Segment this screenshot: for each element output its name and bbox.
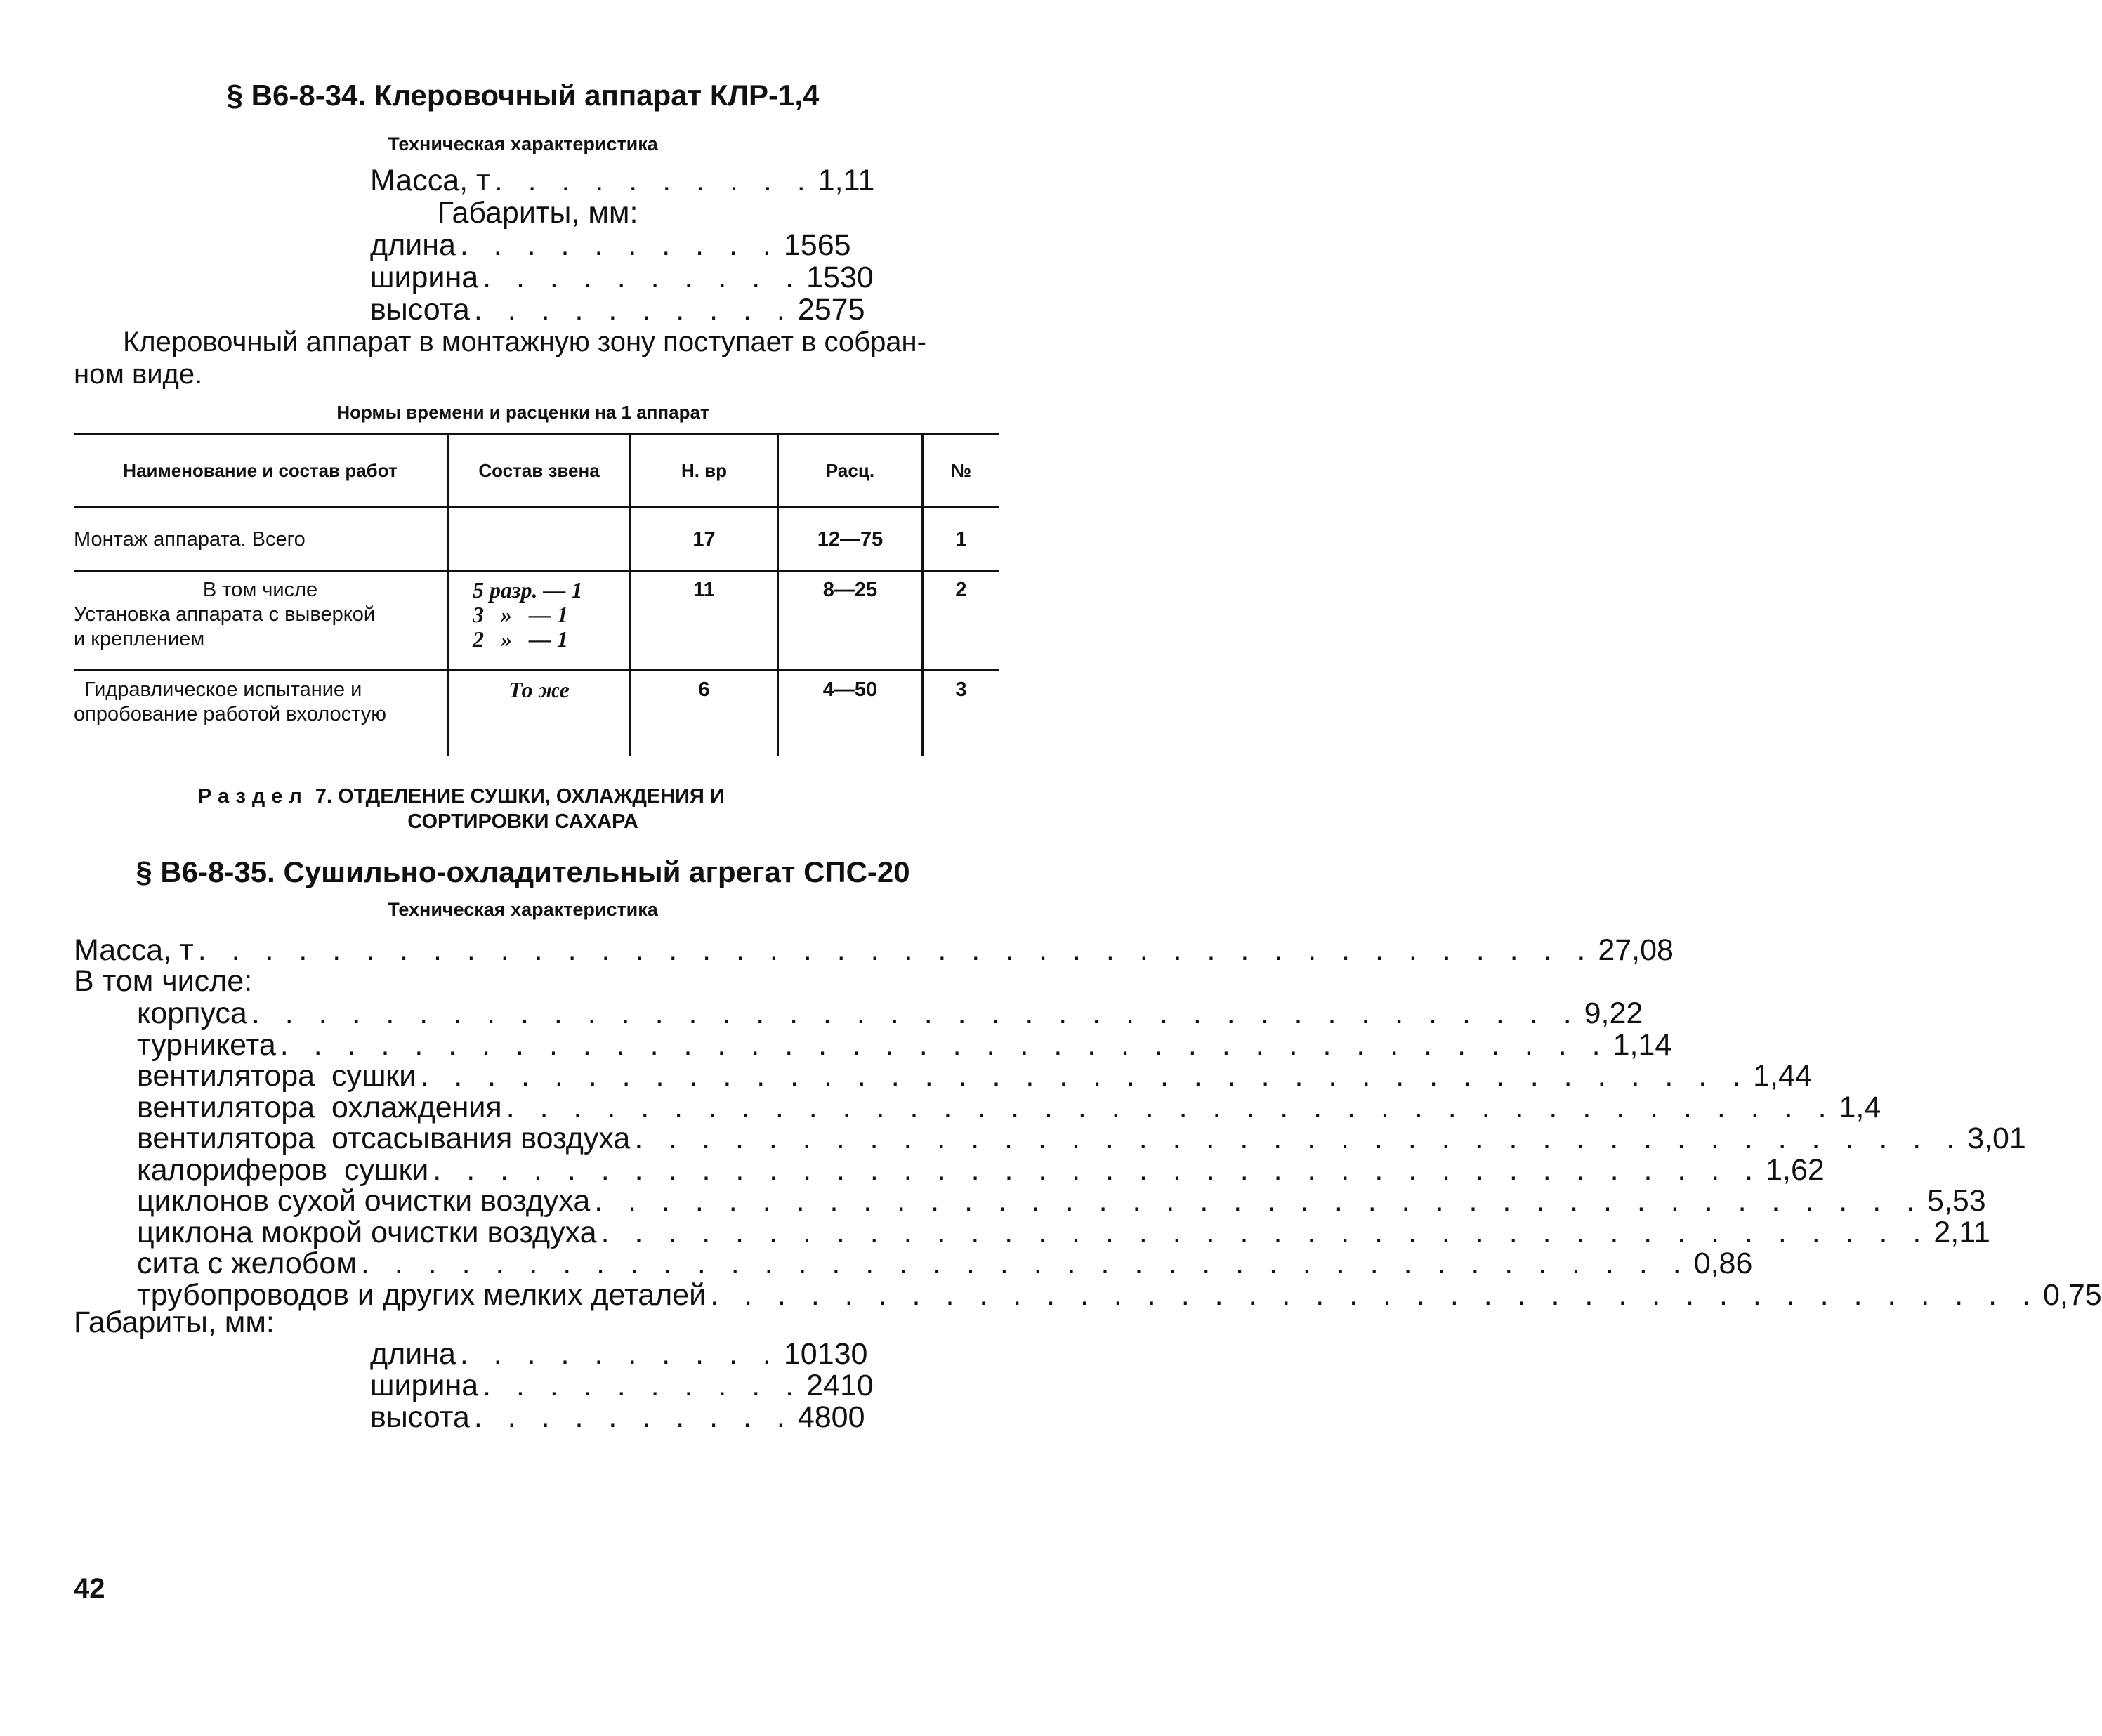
table-cell-work: Гидравлическое испытание и [84,678,362,701]
component-label: вентилятора сушки [137,1059,416,1093]
table-cell-norm: 11 [693,579,715,601]
leader-dots: . . . . . . . . . . [482,1369,803,1402]
leader-dots: . . . . . . . . . . . . . . . . . . . . . . . . . . . . . . . . . . . . . . . . [420,1059,1749,1093]
chapter-heading-line-1 [198,785,725,808]
table-cell-work: и креплением [74,628,205,650]
table-header-crew: Состав звена [478,460,600,481]
component-mass-row [137,1059,1812,1093]
component-value: 3,01 [1967,1122,2026,1155]
spec-label: Масса, т [370,164,490,197]
chapter-title: 7. ОТДЕЛЕНИЕ СУШКИ, ОХЛАЖДЕНИЯ И [315,785,725,808]
table-cell-crew: 2 » — 1 [473,626,568,652]
component-value: 9,22 [1584,997,1643,1030]
component-value: 1,4 [1839,1090,1881,1124]
component-mass-row [137,1184,1986,1218]
leader-dots: . . . . . . . . . . [494,164,814,197]
chapter-prefix: Раздел [198,785,308,808]
spec-row-mass-2 [74,933,1674,967]
leader-dots: . . . . . . . . . . . . . . . . . . . . . . . . . . . . . . . . . . . . . . . . [360,1247,1690,1280]
dims-label-1: Габариты, мм: [437,196,638,230]
component-value: 1,14 [1612,1027,1672,1062]
component-label: вентилятора охлаждения [137,1090,502,1124]
spec-label: длина [370,1337,456,1371]
table-cell-norm: 6 [698,678,710,701]
table-cell-number: 1 [955,528,967,551]
spec-label: ширина [370,261,479,294]
spec-row-width-2 [370,1369,874,1402]
chapter-heading-line-2: СОРТИРОВКИ САХАРА [407,810,638,833]
spec-label: высота [370,293,470,327]
component-mass-row [137,1215,1990,1249]
table-cell-rate: 12—75 [817,528,884,551]
spec-row-length-1 [370,228,851,262]
component-label: турникета [137,1027,276,1062]
spec-label: Масса, т [74,933,194,967]
table-rule-row2 [74,669,999,671]
dims-label-2: Габариты, мм: [74,1306,275,1339]
table-cell-number: 2 [955,579,967,601]
note-line-2: ном виде. [74,359,203,390]
spec-label: ширина [370,1369,479,1402]
spec-row-width-1 [370,261,874,294]
table-cell-number: 3 [955,678,967,701]
leader-dots: . . . . . . . . . . . . . . . . . . . . . . . . . . . . . . . . . . . . . . . . [280,1027,1609,1062]
spec-value: 2410 [806,1369,874,1402]
leader-dots: . . . . . . . . . . . . . . . . . . . . . . . . . . . . . . . . . . . . . . . . . . [197,933,1594,967]
table-cell-norm: 17 [692,528,716,551]
component-mass-row [137,1090,1881,1124]
page-number: 42 [74,1573,105,1604]
leader-dots: . . . . . . . . . . [482,261,803,294]
component-label: калориферов сушки [137,1152,429,1187]
component-label: корпуса [137,997,247,1030]
leader-dots: . . . . . . . . . . . . . . . . . . . . . . . . . . . . . . . . . . . . . . . . [251,997,1580,1030]
table-rule-top [74,433,999,435]
component-value: 2,11 [1933,1215,1990,1249]
spec-value: 27,08 [1598,933,1674,967]
spec-heading-2: Техническая характеристика [388,899,658,920]
spec-row-height-2 [370,1400,865,1434]
leader-dots: . . . . . . . . . . . . . . . . . . . . . . . . . . . . . . . . . . . . . . . . [634,1122,1964,1155]
table-cell-work: Установка аппарата с выверкой [74,603,376,626]
component-mass-row [137,1247,1753,1280]
table-cell-rate: 8—25 [822,579,878,601]
table-cell-crew: 3 » — 1 [473,602,568,627]
including-label: В том числе: [74,964,253,998]
component-value: 0,75 [2042,1277,2102,1312]
spec-row-height-1 [370,293,865,327]
component-label: циклона мокрой очистки воздуха [137,1215,597,1249]
spec-value: 2575 [797,293,865,327]
spec-row-length-2 [370,1337,868,1371]
note-line-1: Клеровочный аппарат в монтажную зону поступает в собран- [123,327,926,357]
spec-value: 4800 [797,1400,865,1434]
table-header-norm: Н. вр [681,460,728,481]
leader-dots: . . . . . . . . . . [473,1400,794,1434]
table-header-work: Наименование и состав работ [123,460,398,481]
spec-value: 10130 [783,1337,868,1371]
spec-row-mass-1 [370,164,875,197]
table-cell-crew: 5 разр. — 1 [473,577,583,603]
table-rule-row1 [74,570,999,572]
leader-dots: . . . . . . . . . . [459,1337,780,1371]
component-mass-row [137,1122,2026,1155]
section-title-2: § В6-8-35. Сушильно-охладительный агрегат СПС-20 [136,855,910,888]
spec-value: 1,11 [817,164,875,197]
table-cell-work: Монтаж аппарата. Всего [74,528,306,551]
table-cell-crew: То же [508,677,570,702]
leader-dots: . . . . . . . . . . . . . . . . . . . . . . . . . . . . . . . . . . . . . . . . [433,1152,1762,1187]
leader-dots: . . . . . . . . . . . . . . . . . . . . . . . . . . . . . . . . . . . . . . . . [600,1215,1930,1249]
leader-dots: . . . . . . . . . . . . . . . . . . . . . . . . . . . . . . . . . . . . . . . . [594,1184,1924,1218]
component-value: 5,53 [1927,1184,1986,1218]
table-header-number: № [951,460,971,481]
leader-dots: . . . . . . . . . . . . . . . . . . . . . . . . . . . . . . . . . . . . . . . . [710,1277,2039,1312]
norms-table [74,433,999,756]
leader-dots: . . . . . . . . . . [473,293,794,327]
spec-value: 1530 [806,261,874,294]
component-value: 1,44 [1753,1059,1812,1093]
spec-label: высота [370,1400,470,1434]
component-value: 1,62 [1766,1152,1825,1187]
spec-heading-1: Техническая характеристика [388,133,658,154]
table-cell-rate: 4—50 [822,678,878,701]
component-label: вентилятора отсасывания воздуха [137,1122,631,1155]
component-mass-row [137,1152,1825,1187]
component-mass-row [137,1027,1672,1062]
spec-value: 1565 [783,228,851,262]
leader-dots: . . . . . . . . . . [459,228,780,262]
table-caption: Нормы времени и расценки на 1 аппарат [336,402,709,423]
leader-dots: . . . . . . . . . . . . . . . . . . . . . . . . . . . . . . . . . . . . . . . . [506,1090,1835,1124]
component-label: циклонов сухой очистки воздуха [137,1184,591,1218]
component-mass-row [137,997,1643,1030]
table-cell-work: опробование работой вхолостую [74,703,386,725]
component-label: трубопроводов и других мелких деталей [137,1277,707,1312]
table-rule-header [74,506,999,508]
spec-label: длина [370,228,456,262]
table-header-rate: Расц. [825,460,875,481]
table-cell-work: В том числе [202,579,318,601]
component-label: сита с желобом [137,1247,357,1280]
section-title-1: § В6-8-34. Клеровочный аппарат КЛР-1,4 [226,79,820,112]
component-value: 0,86 [1693,1247,1753,1280]
